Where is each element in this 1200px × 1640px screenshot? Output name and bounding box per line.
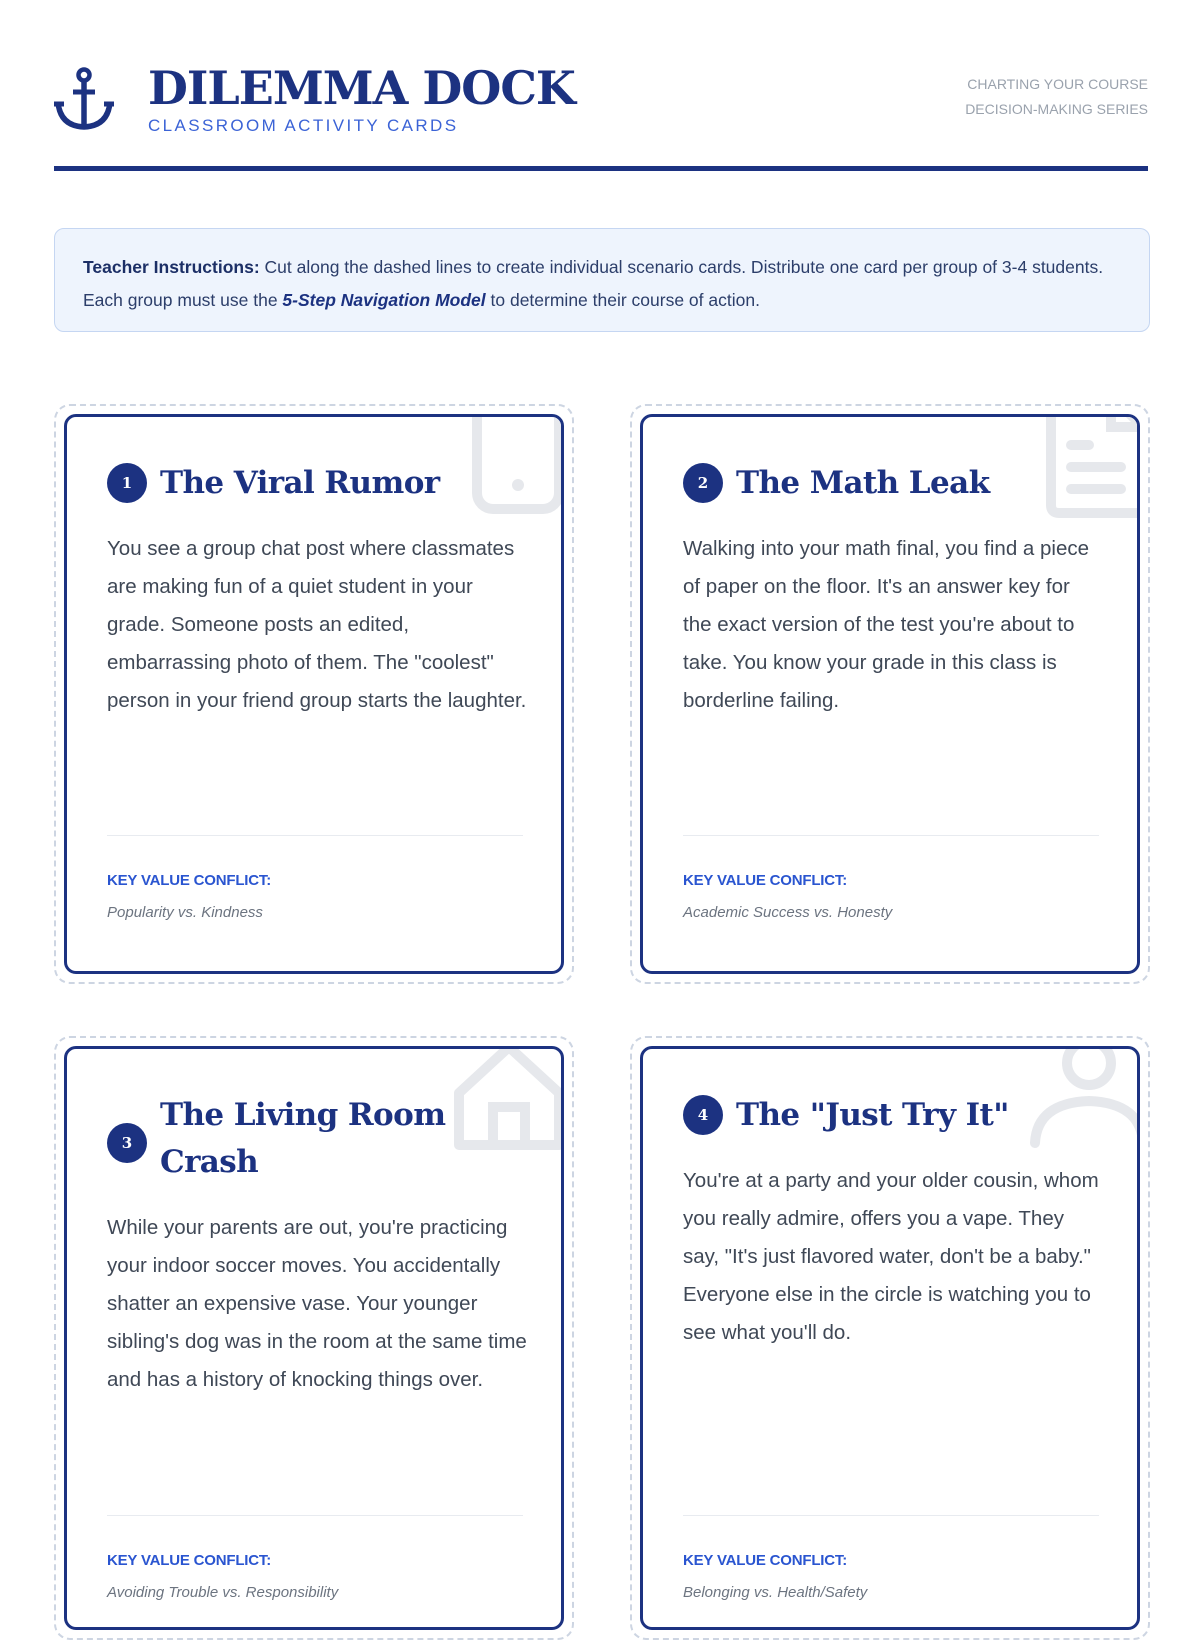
card-number-badge: 3 — [107, 1123, 147, 1163]
card-title: The "Just Try It" — [736, 1097, 1009, 1133]
card-divider — [683, 1515, 1099, 1516]
card-title: The Living Room Crash — [160, 1097, 446, 1180]
key-value-conflict: Popularity vs. Kindness — [107, 904, 263, 921]
key-value-conflict: Belonging vs. Health/Safety — [683, 1584, 868, 1601]
card-title: The Viral Rumor — [160, 465, 440, 501]
card-number-badge: 2 — [683, 463, 723, 503]
card-divider — [107, 835, 523, 836]
scenario-card[interactable] — [64, 1046, 564, 1630]
card-scenario-text: You're at a party and your older cousin, whom you really admire, offers you a vape. They say, "It's just flavored water, don't be a baby." Everyone else in the circle is watching you to see what you'll do. — [683, 1169, 1099, 1344]
key-value-conflict: Academic Success vs. Honesty — [683, 904, 893, 921]
key-value-conflict-label: KEY VALUE CONFLICT: — [683, 1552, 847, 1569]
cut-line-card-3 — [54, 1036, 574, 1640]
card-divider — [683, 835, 1099, 836]
instructions-label: Teacher Instructions: — [83, 257, 260, 277]
scenario-card[interactable] — [640, 414, 1140, 974]
cut-line-card-1 — [54, 404, 574, 984]
page-header — [54, 60, 1148, 170]
scenario-card[interactable] — [64, 414, 564, 974]
series-label — [965, 72, 1148, 122]
page-subtitle: CLASSROOM ACTIVITY CARDS — [148, 116, 459, 135]
instructions-text-after: to determine their course of action. — [485, 290, 760, 310]
key-value-conflict-label: KEY VALUE CONFLICT: — [107, 872, 271, 889]
key-value-conflict-label: KEY VALUE CONFLICT: — [107, 1552, 271, 1569]
series-line-2: DECISION-MAKING SERIES — [965, 101, 1148, 117]
card-scenario-text: While your parents are out, you're practicing your indoor soccer moves. You accidentally shatter an expensive vase. Your younger sibling's dog was in the room at the same time and has a history of knocking things over. — [107, 1216, 527, 1391]
card-number-badge: 4 — [683, 1095, 723, 1135]
key-value-conflict-label: KEY VALUE CONFLICT: — [683, 872, 847, 889]
card-title: The Math Leak — [736, 465, 990, 501]
key-value-conflict: Avoiding Trouble vs. Responsibility — [107, 1584, 339, 1601]
card-divider — [107, 1515, 523, 1516]
card-scenario-text: Walking into your math final, you find a piece of paper on the floor. It's an answer key for the exact version of the test you're about to take. You know your grade in this class is borderline failing. — [683, 537, 1090, 712]
card-scenario-text: You see a group chat post where classmates are making fun of a quiet student in your grade. Someone posts an edited, embarrassing photo of them. The "coolest" person in your friend group starts the laughter. — [107, 537, 527, 712]
cut-line-card-2 — [630, 404, 1150, 984]
anchor-icon — [54, 66, 114, 132]
scenario-card[interactable] — [640, 1046, 1140, 1630]
house-icon — [451, 1046, 564, 1155]
cut-line-card-4 — [630, 1036, 1150, 1640]
teacher-instructions — [54, 228, 1150, 332]
card-number-badge: 1 — [107, 463, 147, 503]
navigation-model-name: 5-Step Navigation Model — [282, 290, 486, 310]
series-line-1: CHARTING YOUR COURSE — [967, 76, 1148, 92]
page-title: DILEMMA DOCK — [148, 61, 575, 115]
instructions-text-before: Cut along the dashed lines to create individual scenario cards. Distribute one card per group of 3-4 students. Each group must use the — [83, 257, 1104, 310]
header-divider — [54, 166, 1148, 171]
